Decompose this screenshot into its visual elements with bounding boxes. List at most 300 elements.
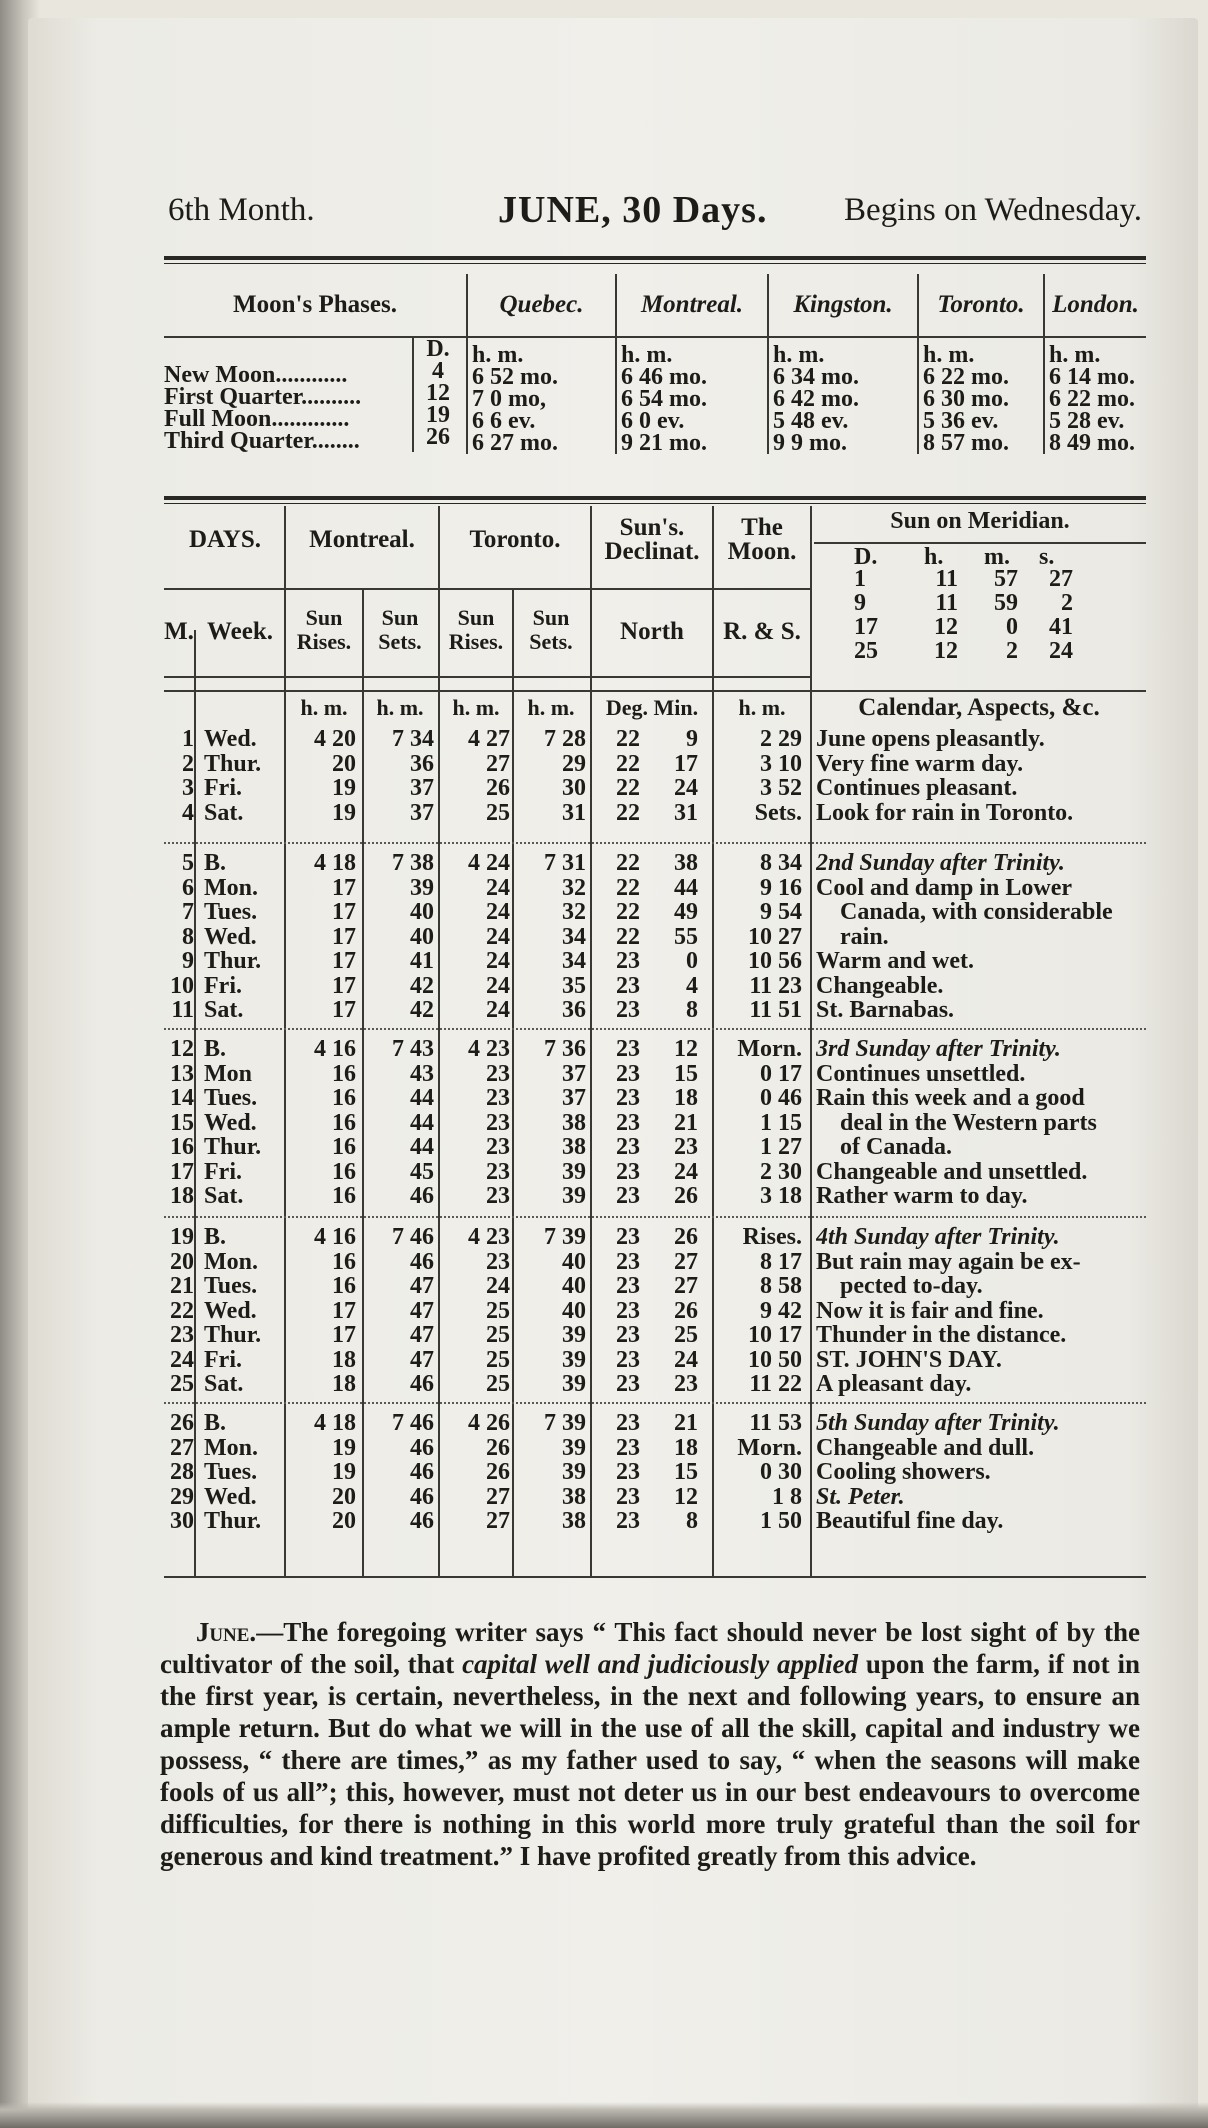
week-separator: [164, 1402, 1146, 1404]
grid-hline: [164, 690, 1146, 692]
declination-minutes: 8: [686, 997, 698, 1023]
declination-minutes: 18: [674, 1434, 698, 1461]
phase-name: New Moon............: [164, 362, 348, 388]
grid-hline: [164, 676, 810, 678]
montreal-sunrise: 16: [332, 1060, 356, 1087]
weekday: Mon: [204, 1060, 252, 1087]
phase-time: 5 28 ev.: [1049, 408, 1125, 434]
meridian-cell: 11: [935, 566, 958, 592]
montreal-sunrise: 17: [332, 874, 356, 901]
weekday: Fri.: [204, 1158, 242, 1185]
montreal-sunrise: 20: [332, 750, 356, 777]
weekday: Mon.: [204, 1434, 258, 1461]
toronto-sunrise: 24: [486, 972, 510, 999]
montreal-sunset: 47: [410, 1297, 434, 1324]
footnote-lead: June.: [195, 1617, 257, 1647]
toronto-sunrise: 25: [486, 799, 510, 826]
moon-rise-set: 3 52: [760, 775, 802, 801]
declination-minutes: 17: [674, 750, 698, 777]
meridian-cell: 57: [994, 566, 1018, 592]
toronto-sunset: 39: [562, 1459, 586, 1485]
montreal-sunrise: 4 18: [314, 1410, 356, 1436]
hm-header: h. m.: [773, 342, 825, 368]
montreal-sunset: 42: [410, 997, 434, 1023]
meridian-cell: 2: [1061, 590, 1073, 616]
moon-rise-set: 1 15: [760, 1109, 802, 1136]
moon-rise-set: Morn.: [737, 1434, 802, 1461]
montreal-sunrise: 16: [332, 1158, 356, 1185]
meridian-head: D.: [854, 544, 878, 570]
phase-time: 6 22 mo.: [923, 364, 1009, 390]
montreal-sunset: 44: [410, 1085, 434, 1111]
weekday: B.: [204, 1036, 227, 1062]
montreal-sunrise: 17: [332, 997, 356, 1023]
grid-vline: [810, 506, 812, 1576]
moon-rise-set: 11 51: [749, 997, 802, 1023]
declination-degrees: 23: [616, 1158, 640, 1185]
day-number: 16: [170, 1134, 194, 1160]
hm-header: h. m.: [621, 342, 673, 368]
declination-minutes: 4: [686, 972, 698, 999]
calendar-note: A pleasant day.: [816, 1371, 972, 1397]
montreal-sunrise: 16: [332, 1085, 356, 1111]
calendar-note: Continues unsettled.: [816, 1060, 1026, 1087]
meridian-cell: 17: [854, 614, 878, 640]
toronto-sunset: 40: [562, 1273, 586, 1299]
moon-rise-set: 8 34: [760, 850, 802, 876]
day-number: 26: [170, 1410, 194, 1436]
declination-minutes: 23: [674, 1134, 698, 1160]
weekday: Fri.: [204, 775, 242, 801]
toronto-sunrise: 23: [486, 1248, 510, 1275]
day-number: 6: [182, 874, 194, 901]
toronto-sunset: 32: [562, 874, 586, 901]
meridian-head: m.: [984, 544, 1010, 570]
declination-minutes: 49: [674, 899, 698, 925]
grid-hline: [164, 588, 810, 590]
meridian-cell: 12: [934, 638, 958, 664]
toronto-sunrise: 4 26: [468, 1410, 510, 1436]
declination-minutes: 27: [674, 1273, 698, 1299]
meridian-cell: 25: [854, 638, 878, 664]
montreal-sunset: 46: [410, 1371, 434, 1397]
moon-rise-set: 11 23: [749, 972, 802, 999]
toronto-sunset: 34: [562, 923, 586, 950]
phase-time: 9 9 mo.: [773, 430, 847, 456]
footnote-text-1: —The foregoing writer says “ This fact should never be lost sight of by the cultivator of the soil, that: [160, 1617, 1141, 1679]
weekday: Thur.: [204, 1508, 262, 1534]
declination-degrees: 23: [616, 1371, 640, 1397]
moon-header: The Moon.: [727, 514, 797, 565]
phase-time: 6 42 mo.: [773, 386, 859, 412]
calendar-note: Thunder in the distance.: [816, 1322, 1067, 1348]
moon-rise-set: 9 16: [760, 874, 802, 901]
toronto-sunset: 39: [562, 1434, 586, 1461]
declination-minutes: 21: [674, 1109, 698, 1136]
toronto-sunset: 30: [562, 775, 586, 801]
calendar-note: deal in the Western parts: [840, 1109, 1097, 1136]
declination-minutes: 12: [674, 1483, 698, 1510]
toronto-col-header: Toronto.: [918, 274, 1044, 337]
toronto-sunset: 7 28: [544, 726, 586, 752]
moon-rise-set: Morn.: [737, 1036, 802, 1062]
declination-minutes: 27: [674, 1248, 698, 1275]
montreal-rises-header: Sun Rises.: [296, 605, 352, 654]
declination-minutes: 24: [674, 775, 698, 801]
rise-set-header: R. & S.: [723, 618, 801, 645]
montreal-sunrise: 4 20: [314, 726, 356, 752]
day-number: 3: [182, 775, 194, 801]
montreal-sunrise: 19: [332, 1459, 356, 1485]
declination-minutes: 8: [686, 1508, 698, 1534]
moon-rise-set: 10 50: [748, 1346, 802, 1373]
moon-rise-set: 9 42: [760, 1297, 802, 1324]
phase-name: Full Moon.............: [164, 406, 350, 432]
montreal-sunset: 46: [410, 1183, 434, 1209]
top-double-rule: [164, 256, 1146, 264]
toronto-rises-header: Sun Rises.: [448, 605, 504, 654]
footnote-emphasis: capital well and judiciously applied: [462, 1649, 859, 1679]
meridian-cell: 27: [1049, 566, 1073, 592]
declination-degrees: 23: [616, 1248, 640, 1275]
calendar-note: Look for rain in Toronto.: [816, 799, 1074, 826]
day-number: 25: [170, 1371, 194, 1397]
toronto-sunrise: 24: [486, 923, 510, 950]
day-number: 30: [170, 1508, 194, 1534]
grid-vline: [194, 630, 196, 1576]
calendar-note: Rather warm to day.: [816, 1183, 1028, 1209]
toronto-sunrise: 25: [486, 1371, 510, 1397]
mid-double-rule: [164, 496, 1146, 504]
weekday: Sat.: [204, 1371, 244, 1397]
moon-rise-set: 2 29: [760, 726, 802, 752]
montreal-sunrise: 4 18: [314, 850, 356, 876]
toronto-sunset: 39: [562, 1346, 586, 1373]
day-number: 29: [170, 1483, 194, 1510]
montreal-sunrise: 18: [332, 1371, 356, 1397]
phase-time: 7 0 mo,: [472, 386, 546, 412]
declination-minutes: 25: [674, 1322, 698, 1348]
london-times: [1044, 337, 1146, 454]
declination-minutes: 15: [674, 1459, 698, 1485]
day-number: 12: [170, 1036, 194, 1062]
declination-degrees: 23: [616, 1483, 640, 1510]
montreal-sunset: 37: [410, 799, 434, 826]
toronto-sunset: 38: [562, 1109, 586, 1136]
montreal-sunrise: 17: [332, 899, 356, 925]
phase-time: 6 22 mo.: [1049, 386, 1135, 412]
toronto-sunset: 32: [562, 899, 586, 925]
montreal-sunrise: 4 16: [314, 1224, 356, 1250]
hm-subheader: h. m.: [452, 695, 500, 720]
toronto-sunrise: 26: [486, 775, 510, 801]
calendar-note: Changeable.: [816, 972, 944, 999]
days-header: DAYS.: [188, 526, 262, 553]
declination-degrees: 23: [616, 1273, 640, 1299]
calendar-note: Warm and wet.: [816, 948, 974, 974]
toronto-sunrise: 23: [486, 1158, 510, 1185]
declination-degrees: 23: [616, 1297, 640, 1324]
toronto-sunrise: 4 23: [468, 1036, 510, 1062]
day-number: 19: [170, 1224, 194, 1250]
day-number: 1: [182, 726, 194, 752]
montreal-sunset: 7 46: [392, 1410, 434, 1436]
hm-subheader: h. m.: [300, 695, 348, 720]
montreal-sunset: 46: [410, 1483, 434, 1510]
montreal-sunset: 41: [410, 948, 434, 974]
day-number: 14: [170, 1085, 194, 1111]
phase-time: 6 30 mo.: [923, 386, 1009, 412]
declination-degrees: 22: [616, 726, 640, 752]
toronto-sunset: 40: [562, 1297, 586, 1324]
weekday: Tues.: [204, 899, 258, 925]
calendar-note: But rain may again be ex-: [816, 1248, 1081, 1275]
hm-subheader: h. m.: [527, 695, 575, 720]
montreal-sunset: 46: [410, 1248, 434, 1275]
week-header: Week.: [207, 618, 273, 645]
calendar-note: Changeable and dull.: [816, 1434, 1035, 1461]
toronto-sunset: 7 31: [544, 850, 586, 876]
montreal-sunset: 47: [410, 1322, 434, 1348]
declination-degrees: 23: [616, 1508, 640, 1534]
toronto-sunset: 39: [562, 1322, 586, 1348]
toronto-sunrise: 23: [486, 1109, 510, 1136]
day-number: 9: [182, 948, 194, 974]
declination-minutes: 0: [686, 948, 698, 974]
moon-rise-set: 10 17: [748, 1322, 802, 1348]
toronto-sunrise: 25: [486, 1346, 510, 1373]
montreal-sunset: 7 38: [392, 850, 434, 876]
declination-degrees: 23: [616, 1109, 640, 1136]
declination-degrees: 23: [616, 972, 640, 999]
moon-rise-set: 9 54: [760, 899, 802, 925]
day-number: 11: [171, 997, 194, 1023]
hm-header: h. m.: [923, 342, 975, 368]
declination-degrees: 23: [616, 1134, 640, 1160]
toronto-sunset: 38: [562, 1483, 586, 1510]
calendar-note: Very fine warm day.: [816, 750, 1024, 777]
calendar-note: 2nd Sunday after Trinity.: [816, 850, 1065, 876]
phase-name: Third Quarter........: [164, 428, 360, 454]
hm-subheader: h. m.: [738, 695, 786, 720]
footnote-text-2: upon the farm, if not in the first year, is certain, nevertheless, in the next and following years, to ensure an ample return. But do what we will in the use of all the skill, capital and industry we possess, “ there are times,” as my father used to say, “ when the seasons will make fools of us all”; this, however, must not deter us in our best endeavours to overcome difficulties, for there is nothing in this world more truly grateful than the soil for generous and kind treatment.” I have profited greatly from this advice.: [160, 1649, 1140, 1871]
weekday: Sat.: [204, 1183, 244, 1209]
calendar-note: Cooling showers.: [816, 1459, 991, 1485]
toronto-sunset: 38: [562, 1134, 586, 1160]
calendar-note: Canada, with considerable: [840, 899, 1113, 925]
phase-time: 5 48 ev.: [773, 408, 849, 434]
montreal-sunrise: 20: [332, 1508, 356, 1534]
calendar-note: Cool and damp in Lower: [816, 874, 1073, 901]
toronto-sunrise: 4 24: [468, 850, 510, 876]
montreal-sunset: 45: [410, 1158, 434, 1185]
london-col-header: London.: [1044, 274, 1146, 337]
weekday: Wed.: [204, 1483, 257, 1510]
montreal-sunset: 46: [410, 1434, 434, 1461]
phase-names: [164, 338, 412, 452]
weekday: Fri.: [204, 972, 242, 999]
montreal-sunrise: 16: [332, 1248, 356, 1275]
calendar-note: 5th Sunday after Trinity.: [816, 1410, 1060, 1436]
declination-minutes: 15: [674, 1060, 698, 1087]
phase-time: 6 27 mo.: [472, 430, 558, 456]
phase-day: 4: [432, 358, 444, 384]
day-number: 18: [170, 1183, 194, 1209]
day-number: 24: [170, 1346, 194, 1373]
montreal-sunrise: 19: [332, 775, 356, 801]
montreal-times: [616, 337, 768, 454]
weekday: Tues.: [204, 1085, 258, 1111]
phase-day: 19: [426, 402, 450, 428]
degmin-subheader: Deg. Min.: [605, 695, 699, 720]
calendar-note: Now it is fair and fine.: [816, 1297, 1044, 1324]
toronto-sunset: 31: [562, 799, 586, 826]
declination-degrees: 23: [616, 1036, 640, 1062]
calendar-note: of Canada.: [840, 1134, 953, 1160]
montreal-sunrise: 4 16: [314, 1036, 356, 1062]
montreal-sets-header: Sun Sets.: [378, 605, 422, 654]
week-separator: [164, 842, 1146, 844]
day-number: 27: [170, 1434, 194, 1461]
declination-degrees: 23: [616, 948, 640, 974]
toronto-sunrise: 23: [486, 1060, 510, 1087]
moon-rise-set: 3 18: [760, 1183, 802, 1209]
declination-degrees: 23: [616, 1346, 640, 1373]
week-separator: [164, 1028, 1146, 1030]
montreal-sunset: 46: [410, 1508, 434, 1534]
montreal-sunset: 43: [410, 1060, 434, 1087]
toronto-sunrise: 24: [486, 1273, 510, 1299]
declination-minutes: 18: [674, 1085, 698, 1111]
declination-degrees: 22: [616, 850, 640, 876]
toronto-sunrise: 26: [486, 1459, 510, 1485]
m-header: M.: [164, 618, 194, 645]
montreal-sunrise: 19: [332, 799, 356, 826]
meridian-cell: 24: [1049, 638, 1073, 664]
toronto-sunset: 7 39: [544, 1224, 586, 1250]
toronto-sunrise: 26: [486, 1434, 510, 1461]
moon-rise-set: 3 10: [760, 750, 802, 777]
declination-degrees: 22: [616, 874, 640, 901]
hm-header: h. m.: [1049, 342, 1101, 368]
meridian-cell: 12: [934, 614, 958, 640]
toronto-sunset: 7 36: [544, 1036, 586, 1062]
weekday: Wed.: [204, 1109, 257, 1136]
meridian-cell: 9: [854, 590, 866, 616]
declination-degrees: 23: [616, 1224, 640, 1250]
calendar-note: pected to-day.: [840, 1273, 983, 1299]
meridian-cell: 0: [1006, 614, 1018, 640]
day-number: 7: [182, 899, 194, 925]
declination-degrees: 23: [616, 1434, 640, 1461]
toronto-sunset: 38: [562, 1508, 586, 1534]
toronto-sunset: 39: [562, 1158, 586, 1185]
moon-rise-set: 8 58: [760, 1273, 802, 1299]
toronto-sunrise: 23: [486, 1183, 510, 1209]
montreal-sunrise: 16: [332, 1109, 356, 1136]
toronto-sunrise: 4 27: [468, 726, 510, 752]
montreal-sunrise: 16: [332, 1134, 356, 1160]
declination-minutes: 26: [674, 1224, 698, 1250]
hm-subheader: h. m.: [376, 695, 424, 720]
phase-time: 6 6 ev.: [472, 408, 536, 434]
montreal-header: Montreal.: [309, 526, 415, 553]
kingston-col-header: Kingston.: [768, 274, 918, 337]
moon-rise-set: 10 27: [748, 923, 802, 950]
weekday: B.: [204, 1410, 227, 1436]
declination-minutes: 38: [674, 850, 698, 876]
phase-time: 8 57 mo.: [923, 430, 1009, 456]
toronto-sunrise: 27: [486, 1483, 510, 1510]
toronto-sunset: 37: [562, 1060, 586, 1087]
phase-time: 5 36 ev.: [923, 408, 999, 434]
toronto-sunrise: 24: [486, 874, 510, 901]
declination-minutes: 26: [674, 1297, 698, 1324]
d-header: D.: [426, 336, 450, 362]
moon-rise-set: 0 30: [760, 1459, 802, 1485]
calendar-note: ST. JOHN'S DAY.: [816, 1346, 1002, 1373]
week-separator: [164, 1216, 1146, 1218]
montreal-sunset: 7 34: [392, 726, 434, 752]
toronto-sunrise: 23: [486, 1134, 510, 1160]
montreal-sunset: 36: [410, 750, 434, 777]
calendar-aspects-header: Calendar, Aspects, &c.: [858, 694, 1100, 721]
declination-degrees: 22: [616, 923, 640, 950]
moon-rise-set: 0 46: [760, 1085, 802, 1111]
weekday: Wed.: [204, 1297, 257, 1324]
meridian-head: h.: [924, 544, 944, 570]
weekday: Mon.: [204, 1248, 258, 1275]
declination-minutes: 55: [674, 923, 698, 950]
meridian-title: Sun on Meridian.: [890, 508, 1070, 534]
declination-minutes: 26: [674, 1183, 698, 1209]
weekday: Thur.: [204, 750, 262, 777]
weekday: Sat.: [204, 799, 244, 826]
toronto-sunrise: 24: [486, 997, 510, 1023]
declination-minutes: 24: [674, 1346, 698, 1373]
toronto-sunrise: 24: [486, 899, 510, 925]
day-number: 13: [170, 1060, 194, 1087]
phase-day: 12: [426, 380, 450, 406]
meridian-head: s.: [1039, 544, 1055, 570]
meridian-cell: 11: [935, 590, 958, 616]
begins-on-label: Begins on Wednesday.: [844, 192, 1142, 228]
meridian-cell: 2: [1006, 638, 1018, 664]
kingston-times: [768, 337, 918, 454]
declination-minutes: 24: [674, 1158, 698, 1185]
phase-time: 6 46 mo.: [621, 364, 707, 390]
toronto-sunset: 29: [562, 750, 586, 777]
quebec-times: [467, 337, 616, 454]
declination-minutes: 12: [674, 1036, 698, 1062]
montreal-sunrise: 17: [332, 948, 356, 974]
toronto-sunrise: 25: [486, 1322, 510, 1348]
montreal-sunset: 37: [410, 775, 434, 801]
toronto-sunset: 39: [562, 1371, 586, 1397]
montreal-sunset: 44: [410, 1134, 434, 1160]
calendar-note: Continues pleasant.: [816, 775, 1018, 801]
calendar-note: Rain this week and a good: [816, 1085, 1085, 1111]
calendar-note: June opens pleasantly.: [816, 726, 1045, 752]
weekday: Wed.: [204, 726, 257, 752]
montreal-sunrise: 18: [332, 1346, 356, 1373]
toronto-sunset: 36: [562, 997, 586, 1023]
weekday: Mon.: [204, 874, 258, 901]
toronto-sunrise: 24: [486, 948, 510, 974]
calendar-note: rain.: [840, 923, 889, 950]
toronto-sunrise: 25: [486, 1297, 510, 1324]
day-number: 8: [182, 923, 194, 950]
